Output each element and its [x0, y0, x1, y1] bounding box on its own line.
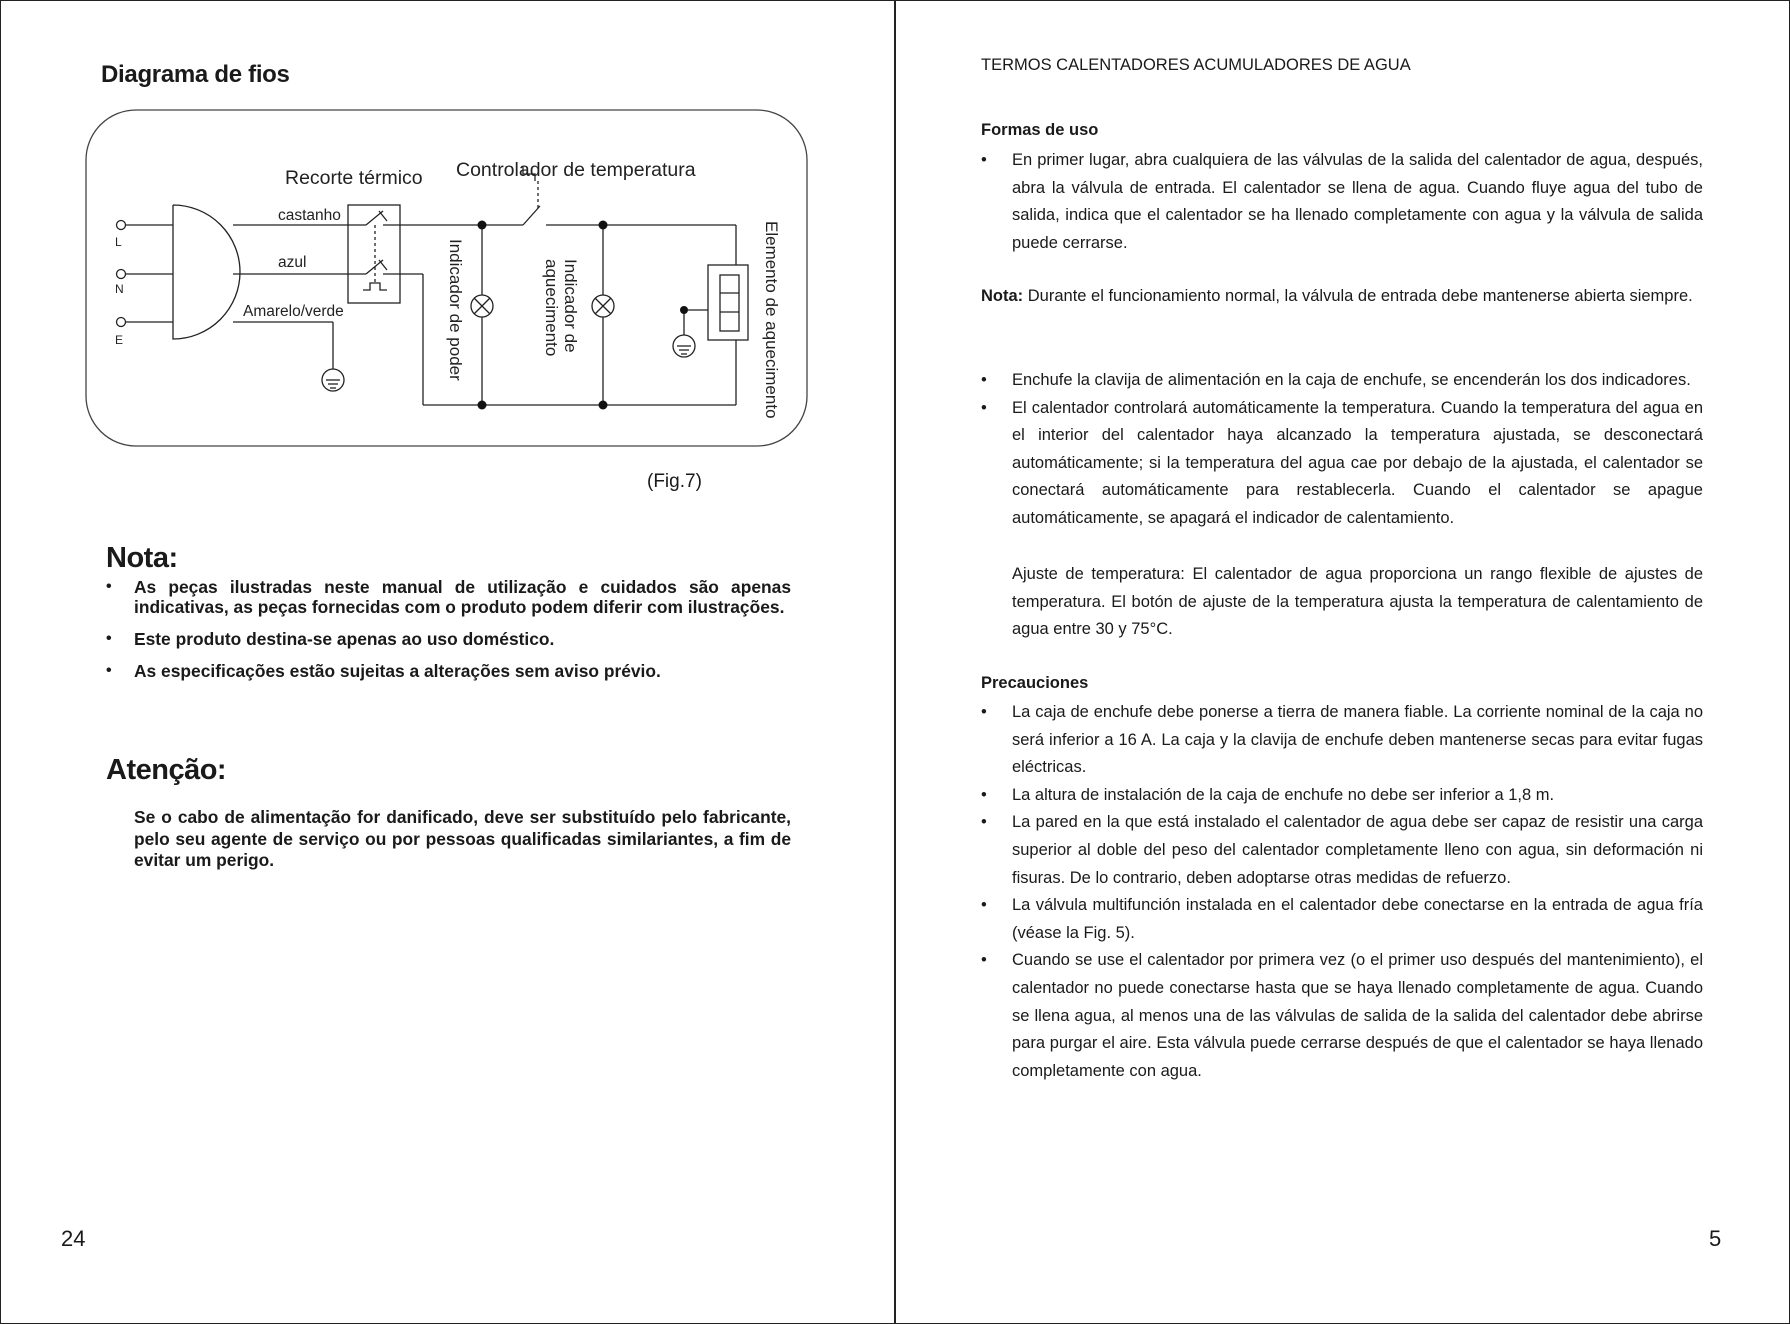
nota-label: Nota: [981, 287, 1024, 305]
operation-item: • El calentador controlará automáticamente la temperatura. Cuando la temperatura del agua en el interior del calentador haya alcanzado la temperatura ajustada, se desconectará automáticamente; si la temperatura del agua cae por debajo de la ajustada, el calentador se conectará automáticamente para restablecerla. Cuando el calentador se apague automáticamente, se apagará el indicador de calentamiento. [981, 395, 1703, 533]
atencao-heading: Atenção: [106, 754, 227, 786]
precaucion-item: • La válvula multifunción instalada en el calentador debe conectarse en la entrada de agua fría (véase la Fig. 5). [981, 892, 1703, 947]
label-thermal-cutout: Recorte térmico [285, 167, 423, 189]
left-page [0, 0, 894, 1324]
nota-heading: Nota: [106, 542, 178, 574]
label-terminal-e: E [115, 333, 124, 347]
wiring-diagram-svg [83, 107, 813, 451]
temperature-controller-switch [523, 206, 603, 225]
label-earth-wire: Amarelo/verde [243, 303, 344, 320]
nota-item: • As peças ilustradas neste manual de utilização e cuidados são apenas indicativas, as peças fornecidas com o produto podem diferir com ilustrações. [106, 577, 791, 617]
figure-caption: (Fig.7) [647, 471, 702, 492]
precaucion-item: • La altura de instalación de la caja de enchufe no debe ser inferior a 1,8 m. [981, 782, 1703, 810]
wiring-diagram-title: Diagrama de fios [101, 61, 290, 88]
wiring-diagram [83, 107, 813, 456]
precaucion-item: • La caja de enchufe debe ponerse a tierra de manera fiable. La corriente nominal de la caja no será inferior a 16 A. La caja y la clavija de enchufe deben mantenerse secas para evitar fugas eléctricas. [981, 699, 1703, 782]
nota-item: • As especificações estão sujeitas a alterações sem aviso prévio. [106, 661, 791, 681]
nota-text: Durante el funcionamiento normal, la válvula de entrada debe mantenerse abierta siempre. [1023, 287, 1693, 305]
nota-paragraph [981, 283, 1703, 311]
page-number-left: 24 [61, 1226, 86, 1251]
precaucion-item: • La pared en la que está instalado el calentador de agua debe ser capaz de resistir una carga superior al doble del peso del calentador completamente lleno con agua, sin deformación ni fisuras. De lo contrario, deben adoptarse otras medidas de refuerzo. [981, 809, 1703, 892]
page-number-right: 5 [1709, 1226, 1722, 1251]
terminal-e [117, 318, 126, 327]
label-blue-wire: azul [278, 254, 307, 271]
nota-list [106, 577, 791, 693]
precauciones-list [981, 699, 1703, 1085]
label-heating-element: Elemento de aquecimento [762, 221, 781, 419]
page-header: TERMOS CALENTADORES ACUMULADORES DE AGUA [981, 56, 1411, 74]
formas-de-uso-list [981, 147, 1703, 257]
precauciones-heading: Precauciones [981, 674, 1089, 692]
label-terminal-l: L [115, 235, 122, 249]
formas-de-uso-item: • En primer lugar, abra cualquiera de las válvulas de la salida del calentador de agua, después, abra la válvula de entrada. El calentador se llena de agua. Cuando fluye agua del tubo de salida, indica que el calentador se ha llenado completamente con agua y la válvula de salida puede cerrarse. [981, 147, 1703, 257]
label-power-indicator: Indicador de poder [446, 239, 465, 381]
precaucion-item: • Cuando se use el calentador por primera vez (o el primer uso después del mantenimiento), el calentador no puede conectarse hasta que se haya llenado completamente de agua. Cuando se llena agua, al menos una de las válvulas de salida de la salida del calentador debe abrirse para purgar el aire. Esta válvula puede cerrarse después de que el calentador se haya llenado completamente con agua. [981, 947, 1703, 1085]
temperature-adjust-paragraph: Ajuste de temperatura: El calentador de agua proporciona un rango flexible de ajustes de temperatura. El botón de ajuste de la temperatura ajusta la temperatura de calentamiento de agua entre 30 y 75°C. [1012, 565, 1703, 639]
label-brown-wire: castanho [278, 207, 341, 224]
nota-item: • Este produto destina-se apenas ao uso doméstico. [106, 629, 791, 649]
operation-item: • Enchufe la clavija de alimentación en la caja de enchufe, se encenderán los dos indicadores. [981, 367, 1703, 395]
atencao-text: Se o cabo de alimentação for danificado, deve ser substituído pelo fabricante, pelo seu agente de serviço ou por pessoas qualificadas similariantes, a fim de evitar um perigo. [134, 807, 791, 870]
label-temperature-controller: Controlador de temperatura [456, 159, 696, 181]
label-heating-indicator-line2: aquecimento [542, 259, 561, 357]
formas-de-uso-heading: Formas de uso [981, 121, 1099, 139]
label-terminal-n: N [115, 282, 124, 296]
thermal-cutout-box [348, 205, 400, 303]
terminal-n [117, 270, 126, 279]
right-page [894, 0, 1790, 1324]
terminal-l [117, 221, 126, 230]
label-heating-indicator-line1: Indicador de [561, 259, 580, 353]
heating-element-box [708, 265, 748, 340]
operation-list [981, 367, 1703, 533]
plug-symbol [173, 205, 240, 339]
